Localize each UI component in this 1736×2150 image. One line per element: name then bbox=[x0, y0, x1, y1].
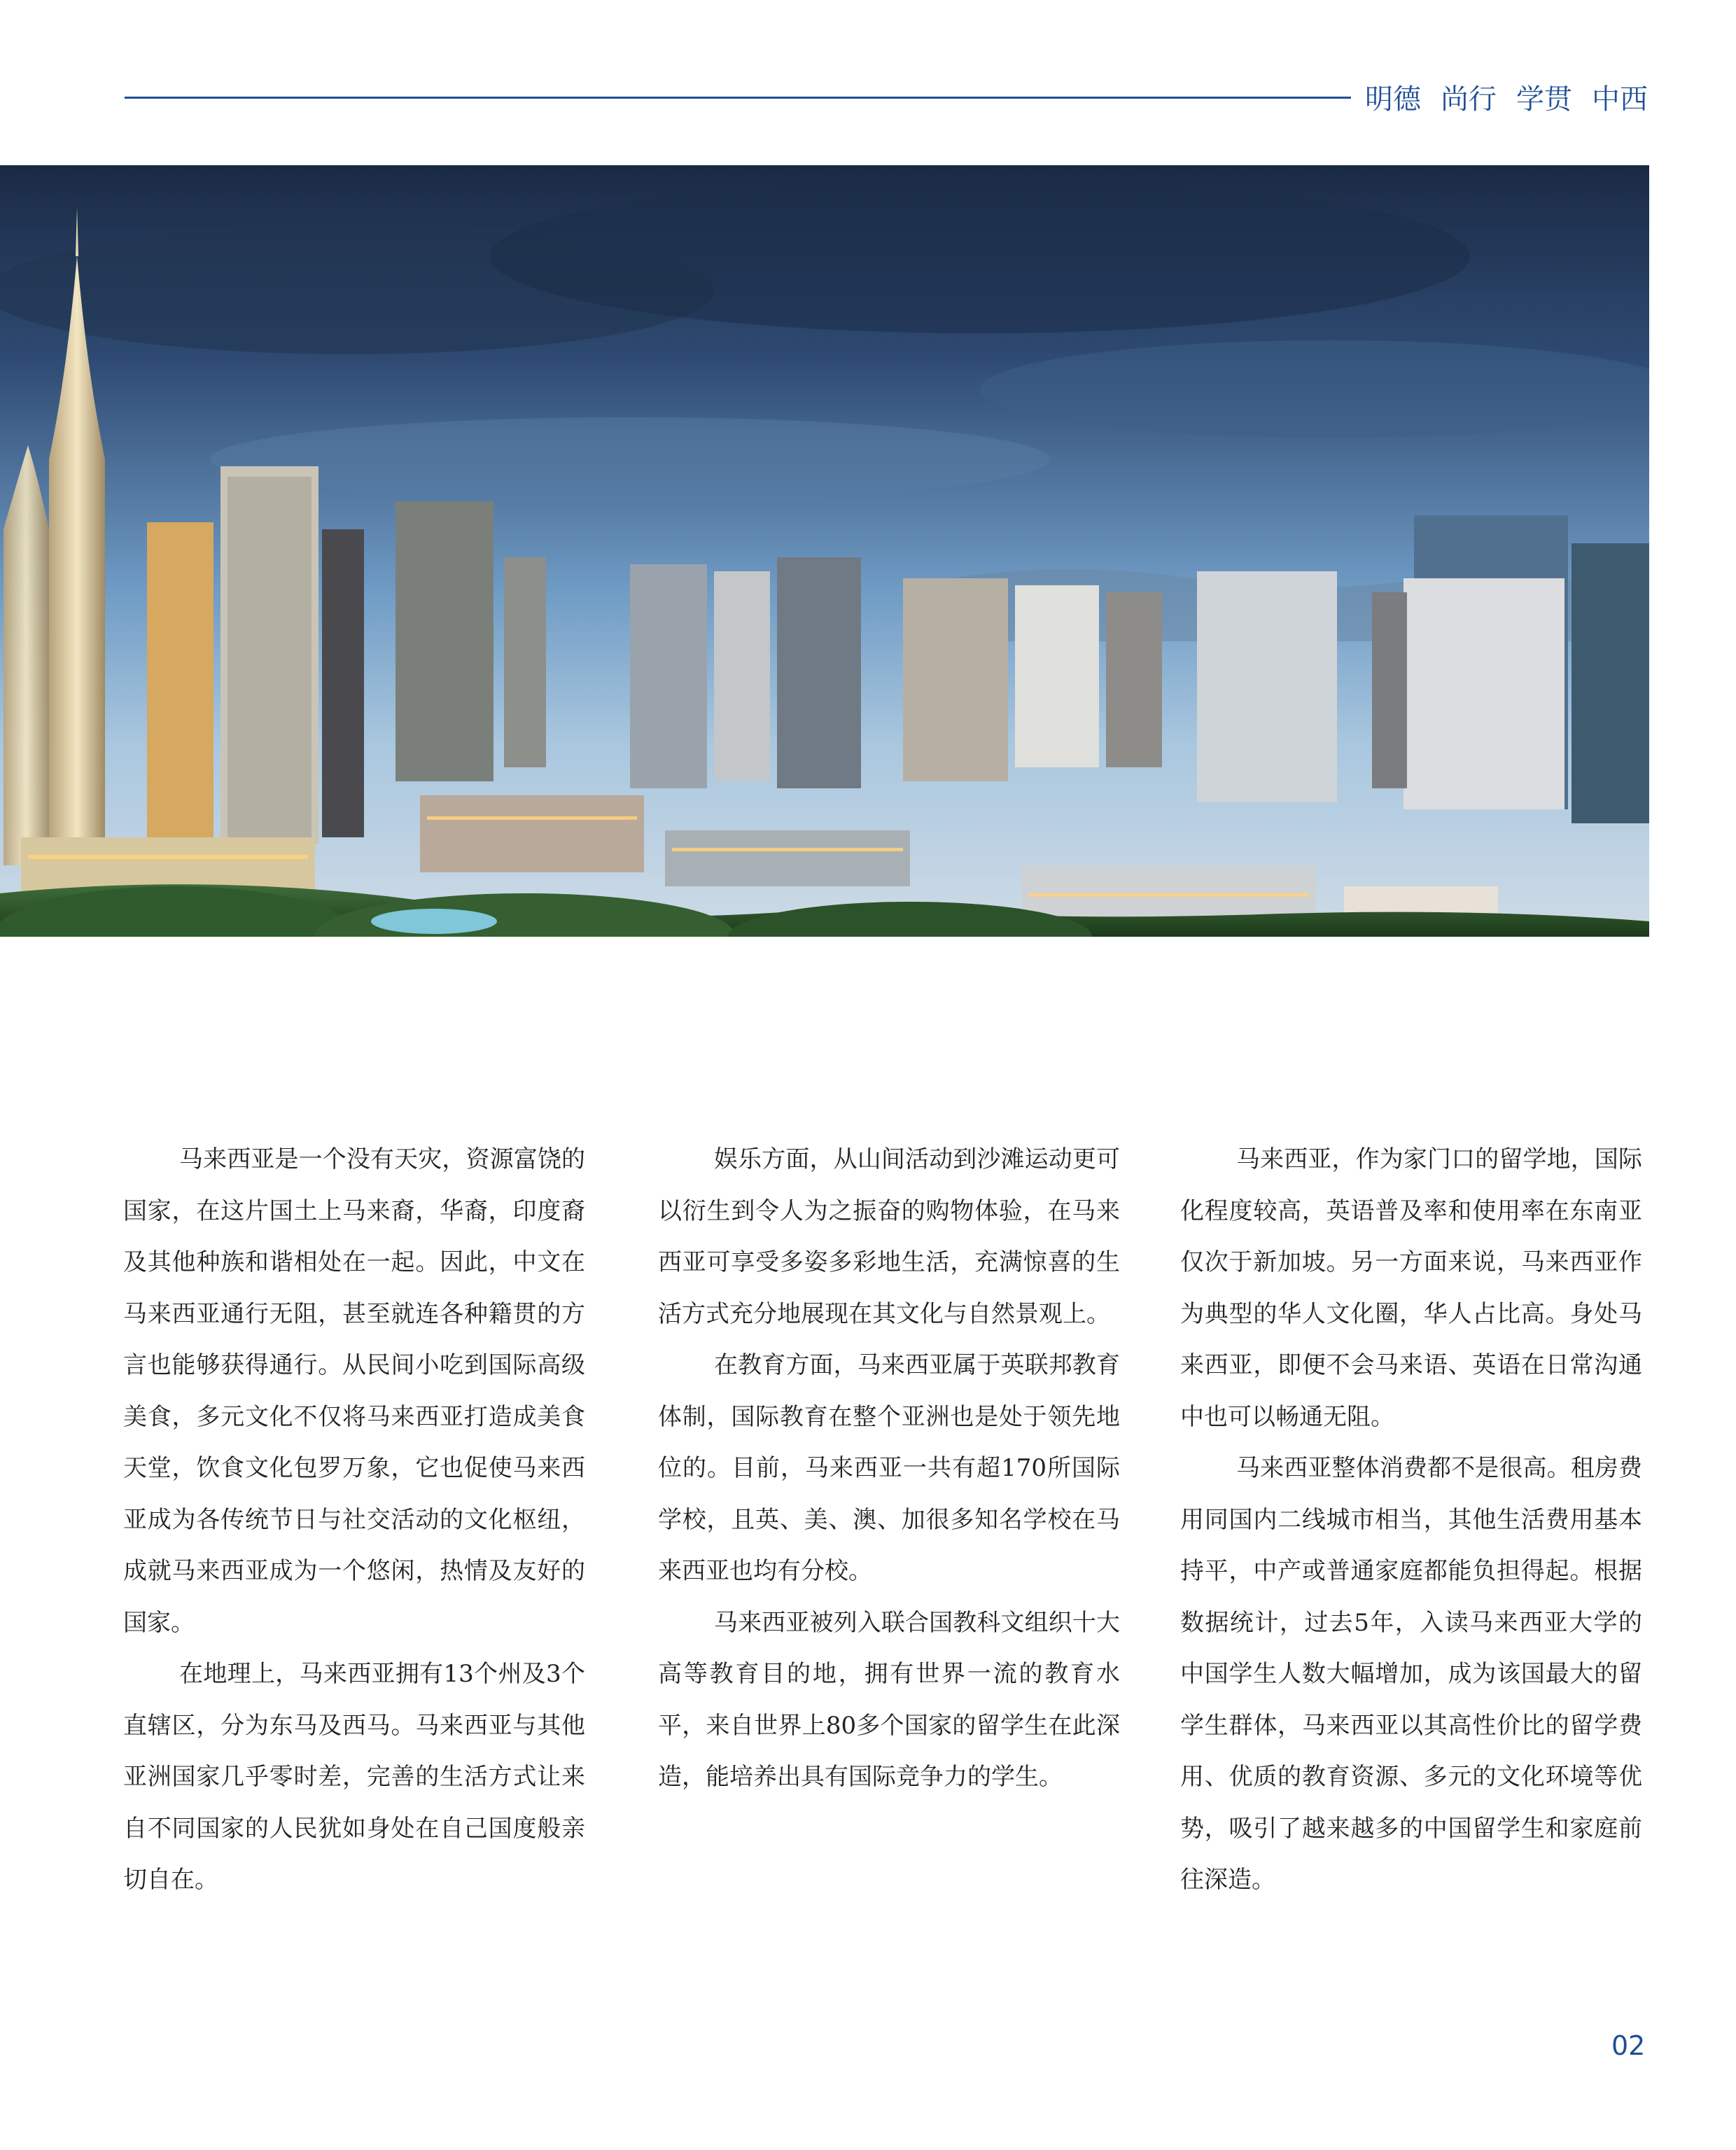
slogan-word: 明德 bbox=[1365, 83, 1421, 116]
page-number: 02 bbox=[1611, 2030, 1646, 2061]
paragraph: 马来西亚被列入联合国教科文组织十大高等教育目的地，拥有世界一流的教育水平，来自世界上80多个国家的留学生在此深造，能培养出具有国际竞争力的学生。 bbox=[658, 1608, 1120, 1791]
header-rule bbox=[125, 97, 1351, 99]
paragraph: 马来西亚，作为家门口的留学地，国际化程度较高，英语普及率和使用率在东南亚仅次于新加坡。另一方面来说，马来西亚作为典型的华人文化圈，华人占比高。身处马来西亚，即便不会马来语、英语在日常沟通中也可以畅通无阻。 bbox=[1180, 1145, 1642, 1431]
paragraph: 在地理上，马来西亚拥有13个州及3个直辖区，分为东马及西马。马来西亚与其他亚洲国家几乎零时差，完善的生活方式让来自不同国家的人民犹如身处在自己国度般亲切自在。 bbox=[123, 1660, 585, 1894]
text-column-3 bbox=[1180, 1134, 1642, 1906]
paragraph: 娱乐方面，从山间活动到沙滩运动更可以衍生到令人为之振奋的购物体验，在马来西亚可享受多姿多彩地生活，充满惊喜的生活方式充分地展现在其文化与自然景观上。 bbox=[658, 1145, 1120, 1328]
paragraph: 马来西亚整体消费都不是很高。租房费用同国内二线城市相当，其他生活费用基本持平，中产或普通家庭都能负担得起。根据数据统计，过去5年，入读马来西亚大学的中国学生人数大幅增加，成为该国最大的留学生群体，马来西亚以其高性价比的留学费用、优质的教育资源、多元的文化环境等优势，吸引了越来越多的中国留学生和家庭前往深造。 bbox=[1180, 1454, 1642, 1894]
slogan-word: 尚行 bbox=[1441, 83, 1497, 116]
text-column-2 bbox=[658, 1134, 1120, 1803]
paragraph: 马来西亚是一个没有天灾，资源富饶的国家，在这片国土上马来裔，华裔，印度裔及其他种族和谐相处在一起。因此，中文在马来西亚通行无阻，甚至就连各种籍贯的方言也能够获得通行。从民间小吃到国际高级美食，多元文化不仅将马来西亚打造成美食天堂，饮食文化包罗万象，它也促使马来西亚成为各传统节日与社交活动的文化枢纽，成就马来西亚成为一个悠闲，热情及友好的国家。 bbox=[123, 1145, 585, 1637]
city-skyline-photo bbox=[0, 165, 1649, 937]
header-slogan bbox=[1365, 76, 1648, 118]
slogan-word: 学贯 bbox=[1516, 83, 1572, 116]
text-column-1 bbox=[123, 1134, 585, 1906]
paragraph: 在教育方面，马来西亚属于英联邦教育体制，国际教育在整个亚洲也是处于领先地位的。目前，马来西亚一共有超170所国际学校，且英、美、澳、加很多知名学校在马来西亚也均有分校。 bbox=[658, 1351, 1120, 1585]
slogan-word: 中西 bbox=[1592, 83, 1648, 116]
